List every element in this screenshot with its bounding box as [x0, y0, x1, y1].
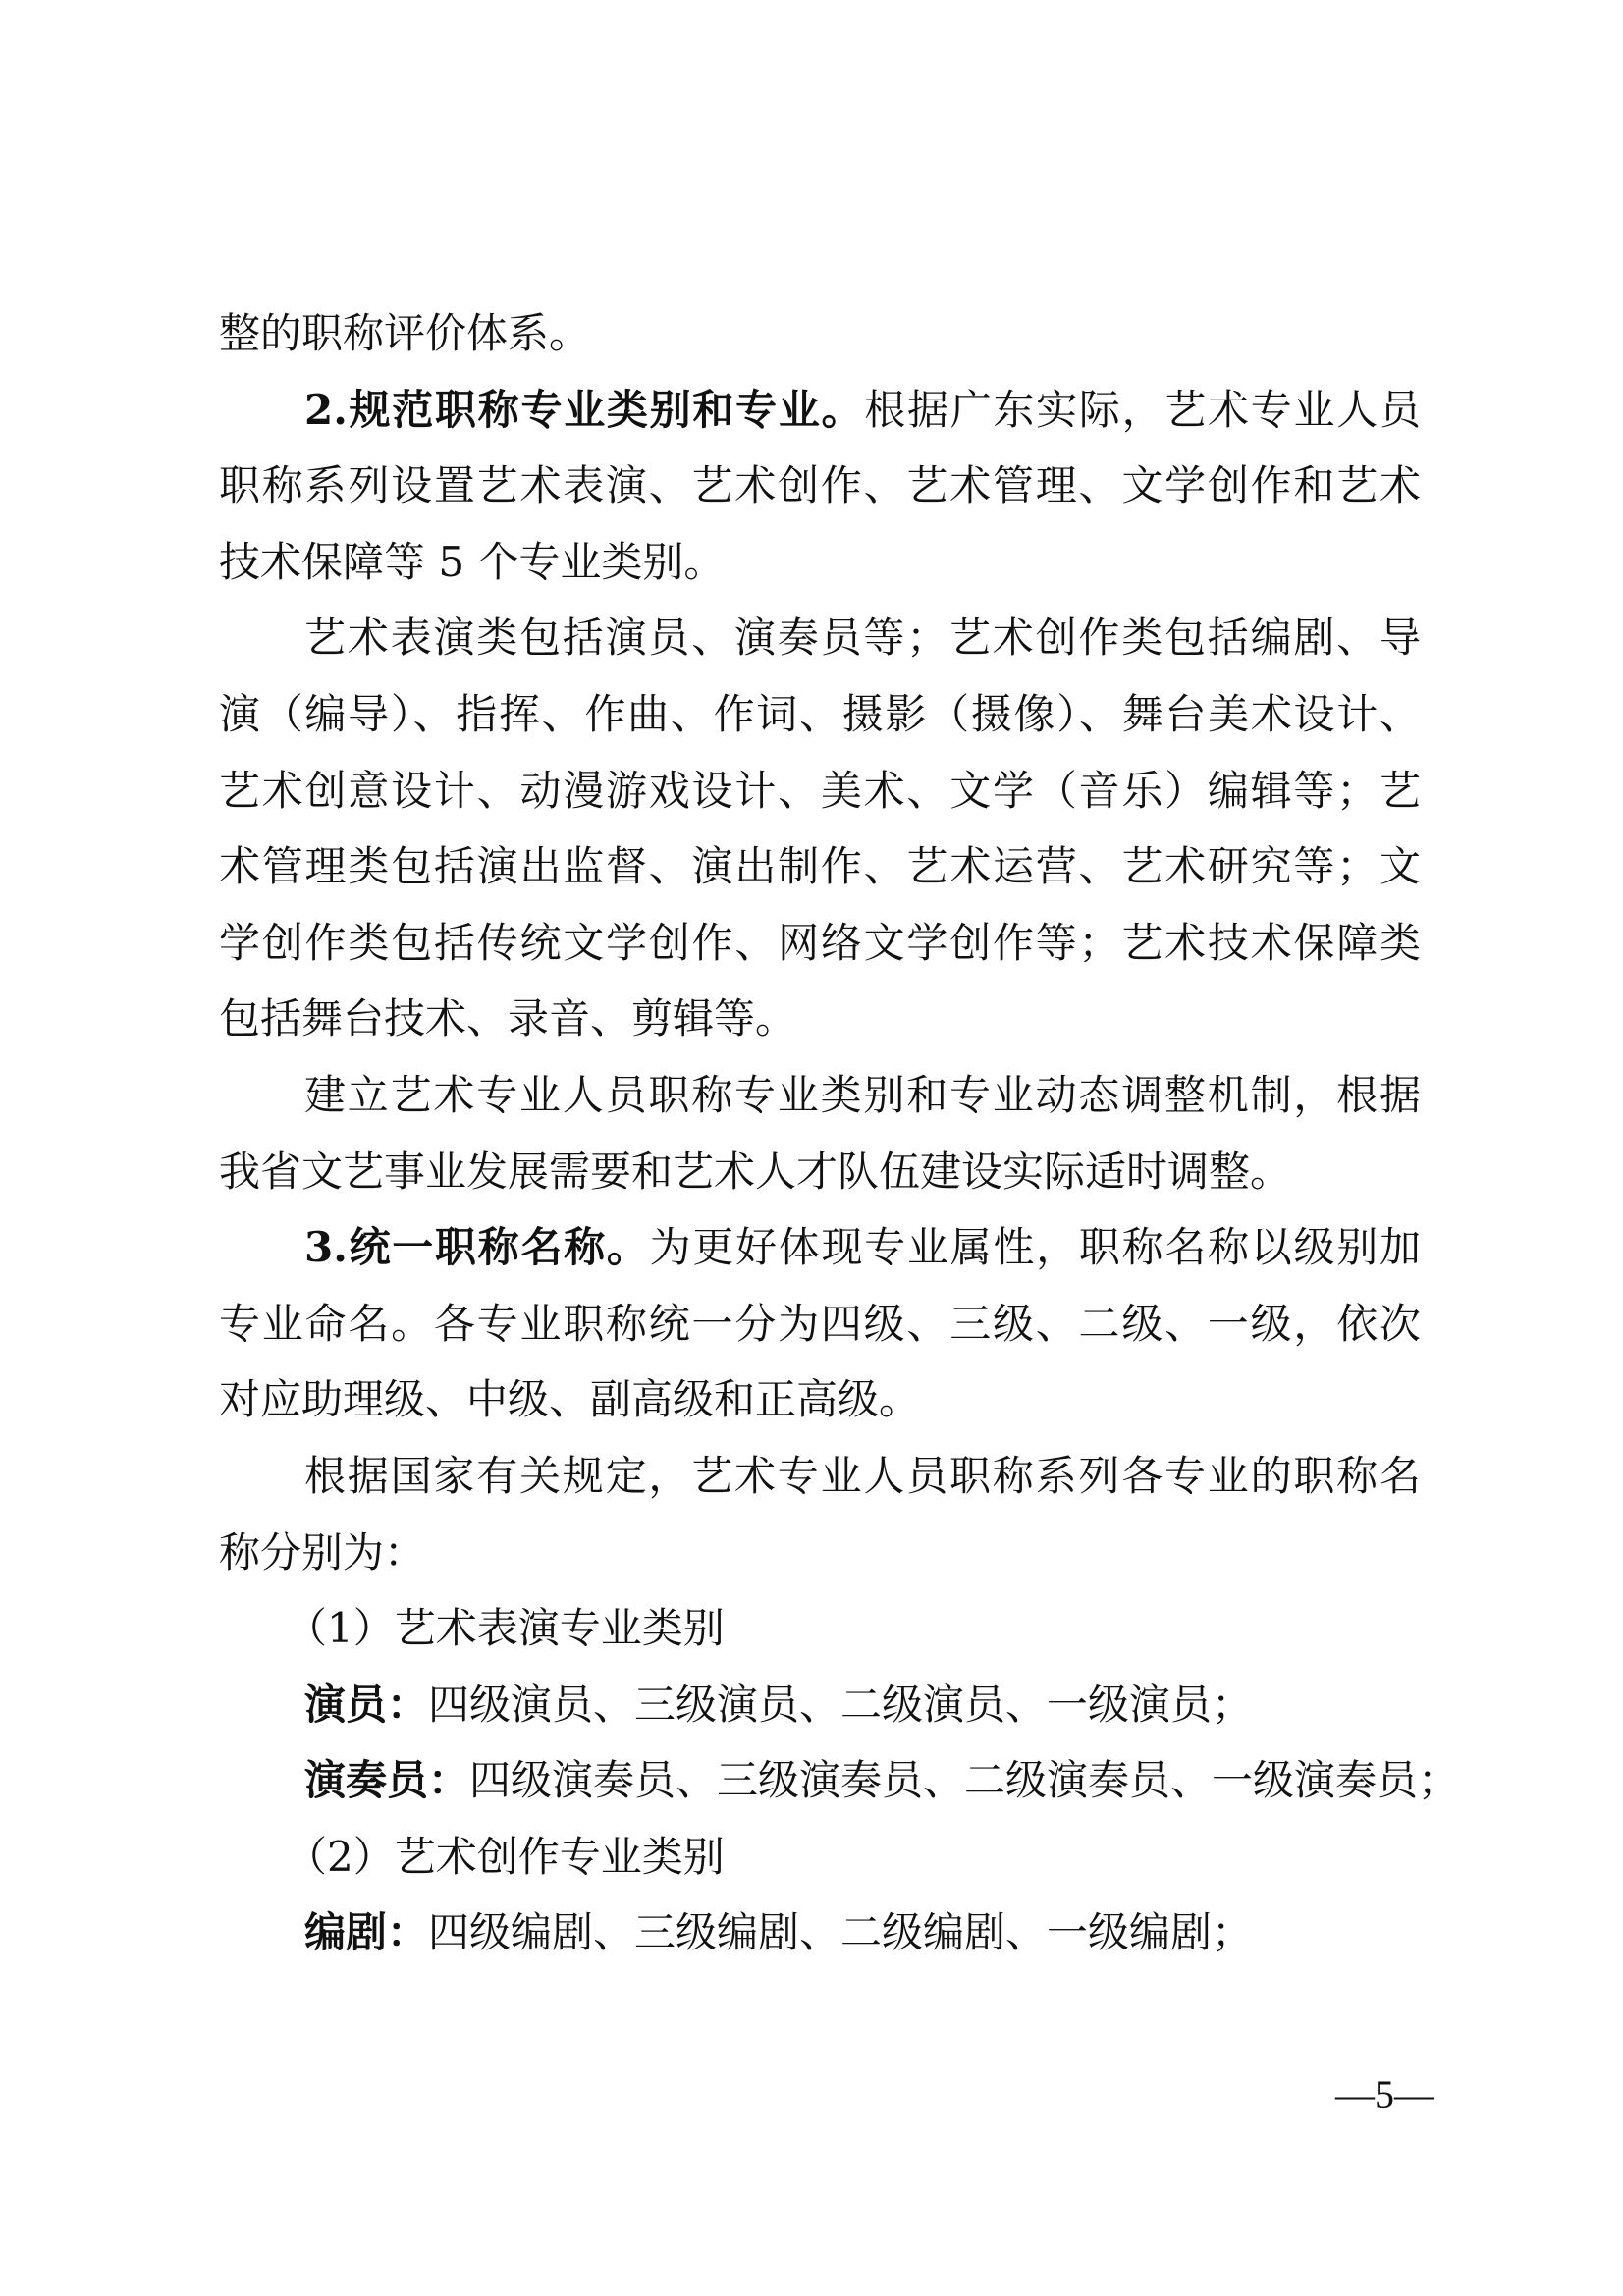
line-text: 四级演奏员、三级演奏员、二级演奏员、一级演奏员；	[469, 1756, 1460, 1805]
title-list-item	[219, 1667, 1421, 1743]
line-text: 学创作类包括传统文学创作、网络文学创作等；艺术技术保障类	[219, 918, 1421, 967]
line-text: 职称系列设置艺术表演、艺术创作、艺术管理、文学创作和艺术	[219, 461, 1421, 510]
section-heading-line	[219, 372, 1421, 449]
section-heading: 3.统一职称名称。	[304, 1223, 650, 1272]
paragraph-line	[219, 1134, 1421, 1210]
category-heading	[219, 1819, 1421, 1896]
document-body	[219, 295, 1460, 1971]
line-text: 艺术创意设计、动漫游戏设计、美术、文学（音乐）编辑等；艺	[219, 766, 1421, 815]
line-text: （1）艺术表演专业类别	[286, 1604, 725, 1653]
line-text: 建立艺术专业人员职称专业类别和专业动态调整机制，根据	[304, 1070, 1421, 1119]
line-text: 术管理类包括演出监督、演出制作、艺术运营、艺术研究等；文	[219, 842, 1421, 891]
paragraph-line	[219, 905, 1421, 982]
paragraph-line	[219, 1438, 1421, 1515]
section-heading-line	[219, 1209, 1421, 1286]
line-text: 根据广东实际，艺术专业人员	[864, 385, 1421, 434]
paragraph-line	[219, 981, 1421, 1057]
paragraph-line	[219, 600, 1421, 676]
paragraph-line	[219, 1362, 1421, 1438]
line-text: 我省文艺事业发展需要和艺术人才队伍建设实际适时调整。	[219, 1147, 1292, 1196]
line-text: 整的职称评价体系。	[219, 309, 591, 357]
title-list-item	[219, 1895, 1421, 1971]
paragraph-line	[219, 676, 1421, 753]
specialty-label: 编剧：	[304, 1908, 429, 1957]
line-text: 演（编导）、指挥、作曲、作词、摄影（摄像）、舞台美术设计、	[219, 689, 1421, 738]
line-text: 包括舞台技术、录音、剪辑等。	[219, 994, 797, 1043]
line-text: （2）艺术创作专业类别	[286, 1832, 725, 1881]
paragraph-line	[219, 753, 1421, 829]
specialty-label: 演员：	[304, 1680, 429, 1729]
section-heading: 2.规范职称专业类别和专业。	[304, 385, 865, 434]
paragraph-line	[219, 828, 1421, 905]
line-text: 艺术表演类包括演员、演奏员等；艺术创作类包括编剧、导	[304, 614, 1421, 663]
line-text: 四级演员、三级演员、二级演员、一级演员；	[428, 1680, 1254, 1729]
line-text: 四级编剧、三级编剧、二级编剧、一级编剧；	[428, 1908, 1254, 1957]
paragraph-line	[219, 524, 1421, 601]
line-text: 称分别为：	[219, 1527, 426, 1576]
title-list-item	[219, 1742, 1460, 1819]
category-heading	[219, 1590, 1421, 1667]
paragraph-line	[219, 448, 1421, 524]
line-text: 为更好体现专业属性，职称名称以级别加	[649, 1223, 1421, 1272]
paragraph-line	[219, 1286, 1421, 1362]
paragraph-line	[219, 1057, 1421, 1134]
line-text: 根据国家有关规定，艺术专业人员职称系列各专业的职称名	[304, 1451, 1421, 1500]
line-text: 对应助理级、中级、副高级和正高级。	[219, 1375, 921, 1424]
line-text: 专业命名。各专业职称统一分为四级、三级、二级、一级，依次	[219, 1299, 1421, 1348]
specialty-label: 演奏员：	[304, 1756, 470, 1805]
paragraph-line	[219, 295, 1421, 372]
paragraph-line	[219, 1515, 1421, 1591]
page-number: —5—	[1335, 2072, 1434, 2116]
line-text: 技术保障等 5 个专业类别。	[219, 537, 726, 586]
